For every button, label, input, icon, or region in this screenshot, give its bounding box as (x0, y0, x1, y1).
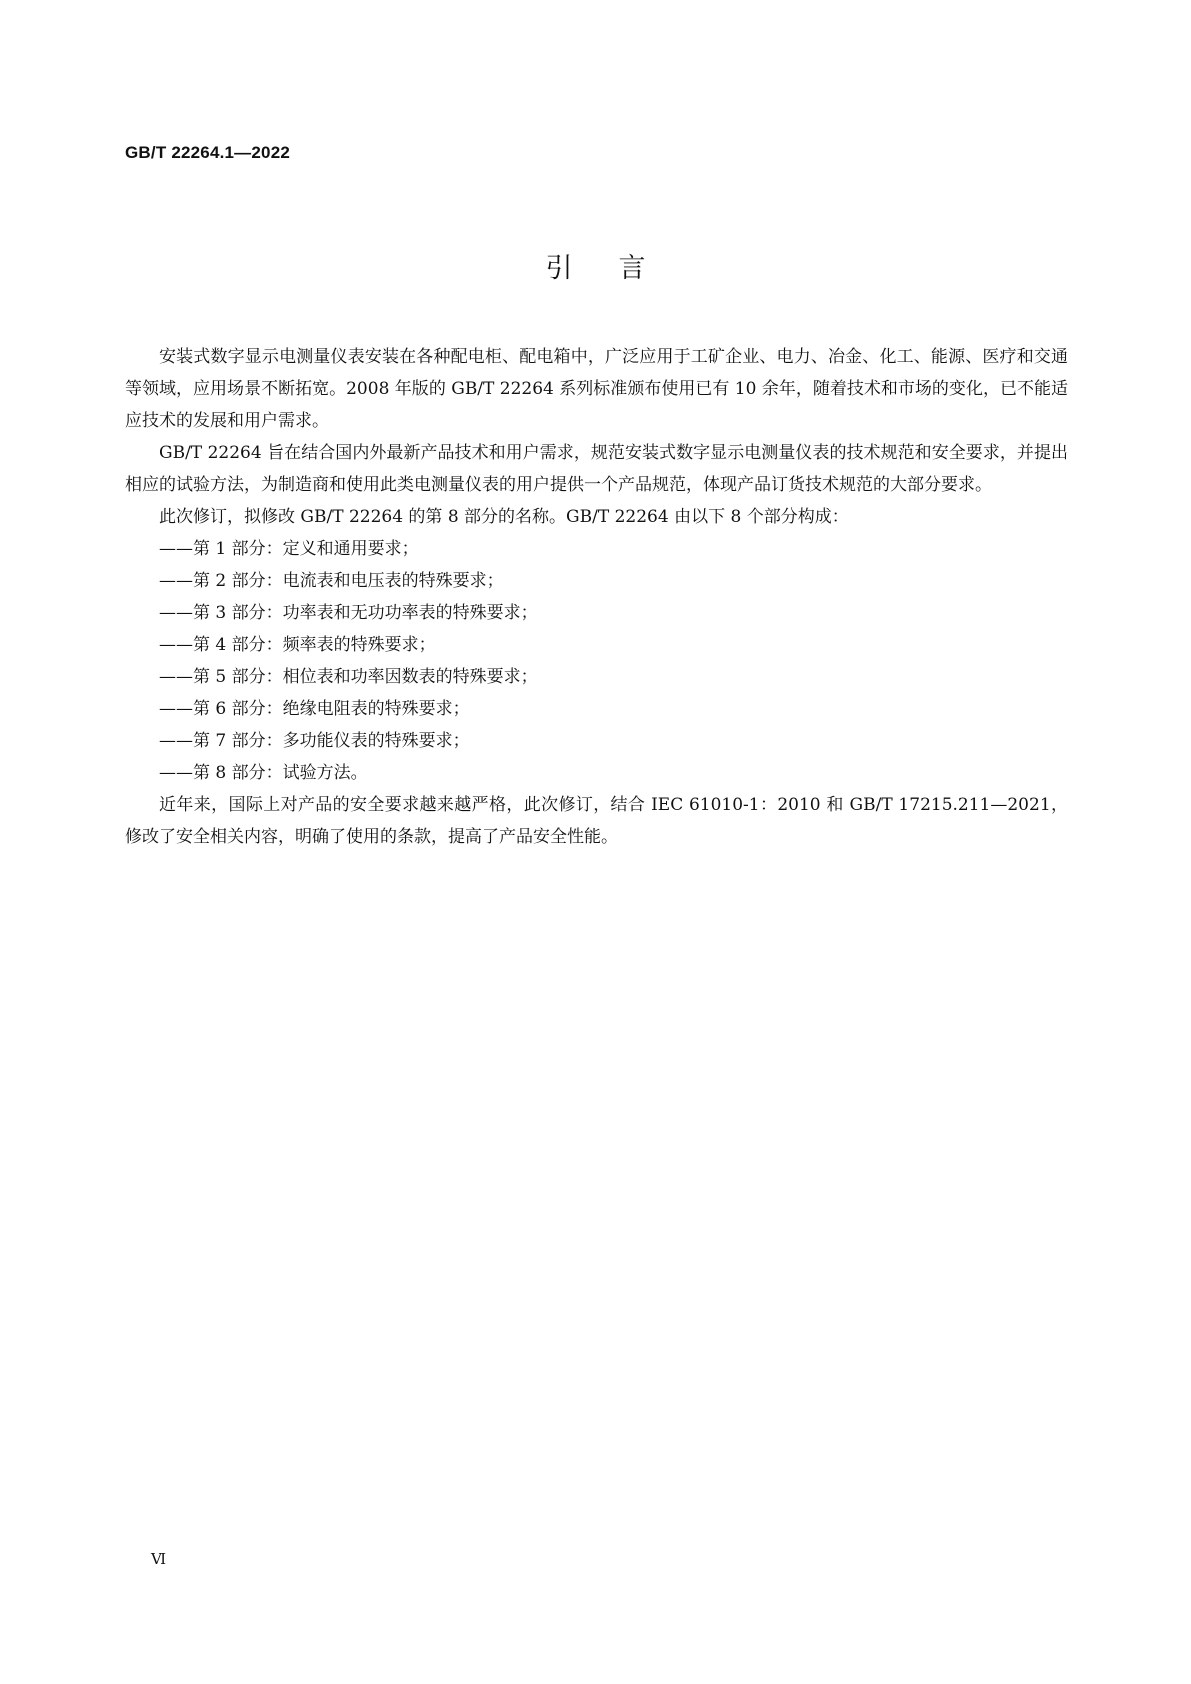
page-title: 引言 (545, 253, 692, 284)
list-item: ——第 3 部分：功率表和无功功率表的特殊要求； (159, 603, 538, 623)
page-number: Ⅵ (151, 1550, 167, 1568)
list-item: ——第 8 部分：试验方法。 (159, 763, 368, 783)
paragraph-background: 安装式数字显示电测量仪表安装在各种配电柜、配电箱中，广泛应用于工矿企业、电力、冶金、化工、能源、医疗和交通等领域，应用场景不断拓宽。2008 年版的 GB/T 22264 系列标准颁布使用已有 10 余年，随着技术和市场的变化，已不能适应技术的发展和用户需求。 (125, 347, 1068, 431)
paragraph-revision: 近年来，国际上对产品的安全要求越来越严格，此次修订，结合 IEC 61010-1：2010 和 GB/T 17215.211—2021，修改了安全相关内容，明确了使用的条款，提高了产品安全性能。 (125, 795, 1068, 847)
paragraph-structure: 此次修订，拟修改 GB/T 22264 的第 8 部分的名称。GB/T 22264 由以下 8 个部分构成： (159, 507, 849, 527)
paragraph-purpose: GB/T 22264 旨在结合国内外最新产品技术和用户需求，规范安装式数字显示电测量仪表的技术规范和安全要求，并提出相应的试验方法，为制造商和使用此类电测量仪表的用户提供一个产品规范，体现产品订货技术规范的大部分要求。 (125, 443, 1068, 495)
list-item: ——第 6 部分：绝缘电阻表的特殊要求； (159, 699, 470, 719)
introduction-body (125, 341, 1068, 853)
parts-list (125, 533, 1068, 789)
list-item: ——第 4 部分：频率表的特殊要求； (159, 635, 436, 655)
list-item: ——第 1 部分：定义和通用要求； (159, 539, 419, 559)
list-item: ——第 7 部分：多功能仪表的特殊要求； (159, 731, 470, 751)
list-item: ——第 5 部分：相位表和功率因数表的特殊要求； (159, 667, 538, 687)
standard-code: GB/T 22264.1—2022 (125, 143, 290, 162)
list-item: ——第 2 部分：电流表和电压表的特殊要求； (159, 571, 504, 591)
